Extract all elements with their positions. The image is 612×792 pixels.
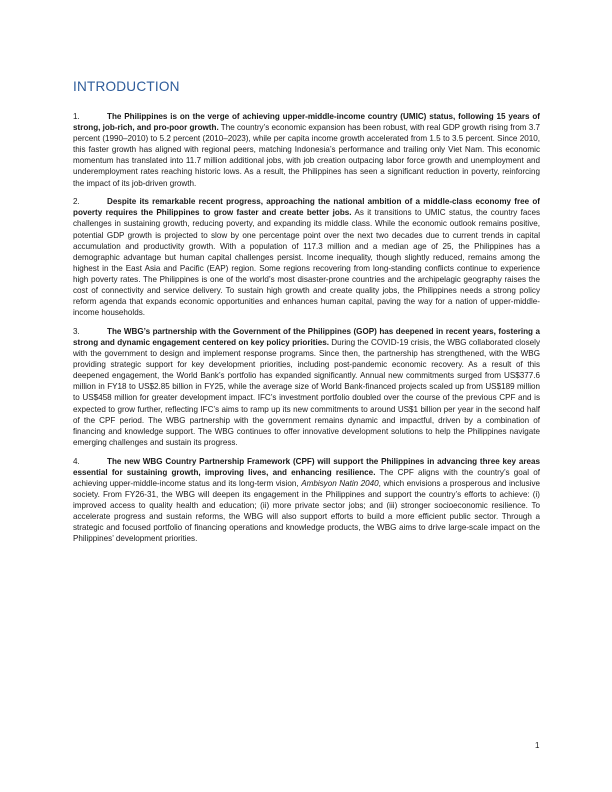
section-title: INTRODUCTION [73, 79, 180, 94]
paragraph-number: 1. [73, 112, 80, 121]
page-number: 1 [535, 741, 540, 750]
paragraph-1 [73, 111, 540, 189]
paragraph-body: As it transitions to UMIC status, the country faces challenges in sustaining growth, reducing poverty, and expanding its middle class. While the economic outlook remains positive, potential GDP growth is projected to slow by one percentage point over the next two decades due to current trends in capital accumulation and productivity growth. With a population of 117.3 million and a median age of 25, the Philippines has a demographic advantage but human capital challenges persist. Income inequality, though slightly reduced, remains among the highest in the East Asia and Pacific (EAP) region. Some regions recovering from long-standing conflicts continue to experience high poverty rates. The Philippines is one of the world’s most disaster-prone countries and the archipelagic geography raises the cost of connectivity and service delivery. To sustain high growth and create quality jobs, the Philippines needs a strong policy reform agenda that expands economic opportunities and enhances human capital, paving the way for a nation of upper-middle-income households. [73, 208, 540, 318]
paragraph-body: The CPF aligns with the country’s goal of achieving upper-middle-income status and its long-term vision, [73, 467, 540, 488]
paragraph-body: The country’s economic expansion has been robust, with real GDP growth rising from 3.7 percent (1990–2010) to 5.2 percent (2010–2023), while per capita income growth accelerated from 1.5 to 3.5 percent. Since 2010, this faster growth has aligned with regional peers, matching Indonesia’s performance and trailing only Viet Nam. This economic momentum has translated into 11.7 million additional jobs, with job creation outpacing labor force growth and unemployment and underemployment rates reaching historic lows. As a result, the Philippines has seen a significant reduction in poverty, reinforcing the impact of its job-driven growth. [73, 123, 541, 188]
paragraph-lead: The WBG’s partnership with the Government of the Philippines (GOP) has deepened in recent years, fostering a strong and dynamic engagement centered on key policy priorities. [73, 326, 540, 347]
paragraph-number: 4. [73, 456, 80, 466]
body-text [73, 111, 540, 552]
paragraph-number: 2. [73, 197, 80, 207]
paragraph-body: During the COVID-19 crisis, the WBG collaborated closely with the government to design and implement response programs. Since then, the partnership has strengthened, with the WBG providing strategic support for key development priorities, including post-pandemic economic recovery. As a result of this deepened engagement, the World Bank’s portfolio has expanded significantly. Annual new commitments surged from US$377.6 million in FY18 to US$2.85 billion in FY25, while the average size of World Bank-financed projects scaled up from US$189 million to US$458 million for greater development impact. IFC’s investment portfolio doubled over the course of the previous CPF and is expected to grow further, reflecting IFC’s aims to ramp up its new commitments to around US$1 billion per year in the second half of the CPF period. The WBG partnership with the government remains dynamic and impactful, driven by a combination of financing and knowledge support. The WBG continues to offer innovative development solutions to help the Philippines navigate emerging challenges and sustain its progress. [73, 337, 540, 447]
paragraph-lead: Despite its remarkable recent progress, approaching the national ambition of a middle-class economy free of poverty requires the Philippines to grow faster and create better jobs. [73, 197, 540, 218]
vision-title: Ambisyon Natin 2040 [301, 478, 379, 488]
paragraph-4 [73, 456, 540, 545]
paragraph-3 [73, 326, 540, 448]
paragraph-lead: The new WBG Country Partnership Framework (CPF) will support the Philippines in advancing three key areas essential for sustaining growth, improving lives, and enhancing resilience. [73, 456, 540, 477]
paragraph-body: , which envisions a prosperous and inclusive society. From FY26-31, the WBG will deepen its engagement in the Philippines and support the country’s efforts to achieve: (i) improved access to quality health and education; (ii) more private sector jobs; and (iii) stronger socioeconomic resilience. To accelerate progress and sustain reforms, the WBG will also support efforts to build a more efficient public sector. Through a strategic and focused portfolio of financing operations and knowledge products, the WBG aims to drive large-scale impact on the Philippines’ development priorities. [73, 478, 541, 544]
paragraph-number: 3. [73, 326, 80, 336]
paragraph-lead: The Philippines is on the verge of achieving upper-middle-income country (UMIC) status, following 15 years of strong, job-rich, and pro-poor growth. [73, 112, 540, 133]
paragraph-2 [73, 196, 540, 318]
